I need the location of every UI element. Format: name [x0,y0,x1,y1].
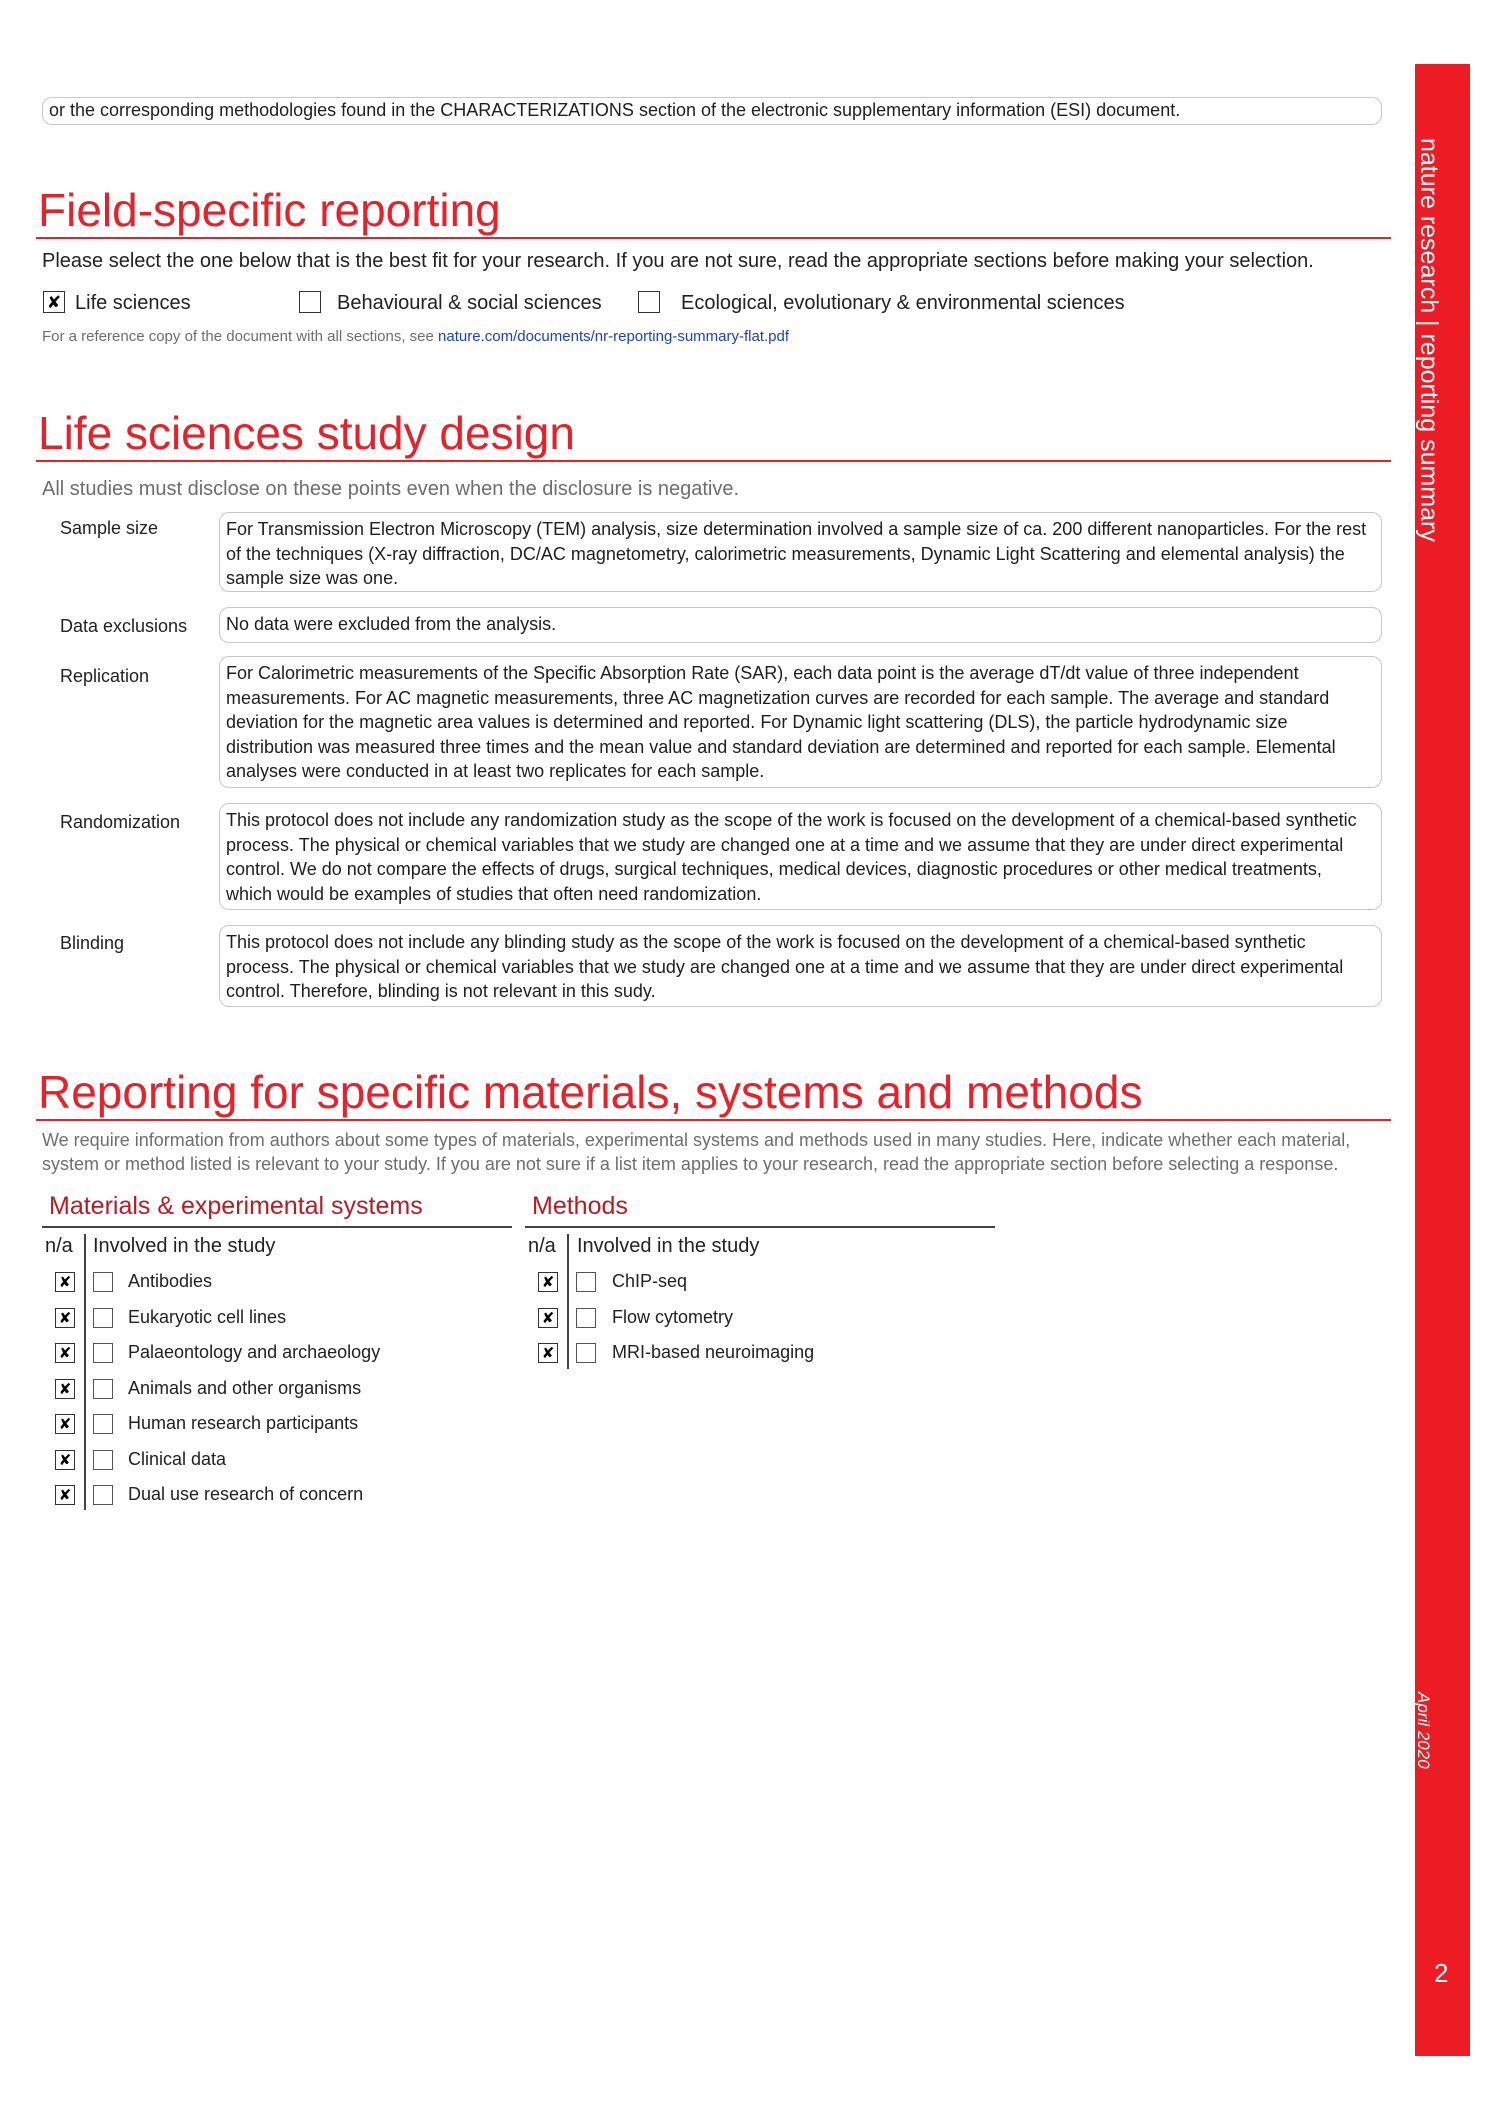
behavioural-social-checkbox[interactable] [299,291,321,313]
blinding-label: Blinding [60,933,125,953]
methods-subheading: Methods [532,1192,628,1220]
reference-note [42,328,789,345]
life-sciences-checkbox[interactable] [43,291,65,313]
blinding-box: This protocol does not include any blinding study as the scope of the work is focused on the development of a chemical-based synthetic process. The physical or chemical variables that we study are changed one at a time and we assume that they are under direct experimental control. Therefore, blinding is not relevant in this sudy. [219,925,1382,1007]
materials-rule [36,1119,1391,1121]
material-na-checkbox[interactable] [55,1308,75,1328]
method-involved-checkbox[interactable] [576,1343,596,1363]
top-note-box [42,97,1382,125]
ecological-label: Ecological, evolutionary & environmental sciences [681,292,1125,314]
material-item-label: Dual use research of concern [128,1484,364,1504]
life-sciences-label: Life sciences [75,292,191,314]
check-mark-icon: ✘ [541,1309,555,1327]
check-mark-icon: ✘ [58,1309,72,1327]
material-item-label: Eukaryotic cell lines [128,1307,287,1327]
material-item-label: Human research participants [128,1413,359,1433]
ecological-checkbox[interactable] [638,291,660,313]
materials-na-header: n/a [45,1235,73,1257]
material-item-label: Animals and other organisms [128,1378,362,1398]
field-specific-rule [36,237,1391,239]
check-mark-icon: ✘ [58,1380,72,1398]
data-exclusions-box: No data were excluded from the analysis. [219,607,1382,643]
check-mark-icon: ✘ [541,1344,555,1362]
methods-involved-header: Involved in the study [577,1235,760,1257]
replication-box: For Calorimetric measurements of the Specific Absorption Rate (SAR), each data point is the average dT/dt value of three independent measurements. For AC magnetic measurements, three AC magnetization curves are recorded for each sample. The average and standard deviation for the magnetic area values is determined and reported. For Dynamic light scattering (DLS), the particle hydrodynamic size distribution was measured three times and the mean value and standard deviation are determined and reported for each sample. Elemental analyses were conducted in at least two replicates for each sample. [219,656,1382,788]
materials-subheading: Materials & experimental systems [49,1192,423,1220]
materials-subrule [42,1226,512,1228]
check-mark-icon: ✘ [58,1415,72,1433]
method-na-checkbox[interactable] [538,1343,558,1363]
top-note-text: or the corresponding methodologies found in the CHARACTERIZATIONS section of the electronic supplementary information (ESI) document. [49,100,1181,120]
material-na-checkbox[interactable] [55,1343,75,1363]
materials-heading: Reporting for specific materials, systems and methods [38,1066,1143,1118]
material-involved-checkbox[interactable] [93,1450,113,1470]
method-involved-checkbox[interactable] [576,1272,596,1292]
material-involved-checkbox[interactable] [93,1308,113,1328]
methods-subrule [525,1226,995,1228]
material-item-label: Clinical data [128,1449,227,1469]
material-na-checkbox[interactable] [55,1272,75,1292]
material-involved-checkbox[interactable] [93,1272,113,1292]
material-na-checkbox[interactable] [55,1485,75,1505]
method-na-checkbox[interactable] [538,1308,558,1328]
check-mark-icon: ✘ [58,1451,72,1469]
check-mark-icon: ✘ [58,1486,72,1504]
method-item-label: ChIP-seq [612,1271,688,1291]
reference-link[interactable]: nature.com/documents/nr-reporting-summary-flat.pdf [438,328,790,345]
materials-intro: We require information from authors about some types of materials, experimental systems and methods used in many studies. Here, indicate whether each material, system or method listed is relevant to your study. If you are not sure if a list item applies to your research, read the appropriate section before selecting a response. [42,1130,1351,1174]
check-mark-icon: ✘ [46,292,62,312]
method-involved-checkbox[interactable] [576,1308,596,1328]
study-design-intro: All studies must disclose on these points even when the disclosure is negative. [42,478,740,500]
sidebar-date: April 2020 [1414,1692,1433,1769]
material-item-label: Palaeontology and archaeology [128,1342,381,1362]
method-item-label: MRI-based neuroimaging [612,1342,815,1362]
check-mark-icon: ✘ [58,1273,72,1291]
replication-label: Replication [60,666,150,686]
field-specific-heading: Field-specific reporting [38,184,501,236]
study-design-heading: Life sciences study design [38,407,575,459]
data-exclusions-label: Data exclusions [60,616,188,636]
method-na-checkbox[interactable] [538,1272,558,1292]
material-na-checkbox[interactable] [55,1450,75,1470]
study-design-rule [36,460,1391,462]
reference-prefix: For a reference copy of the document with all sections, see [42,328,439,345]
material-involved-checkbox[interactable] [93,1485,113,1505]
page-number: 2 [1434,1958,1449,1988]
material-involved-checkbox[interactable] [93,1343,113,1363]
materials-divider [84,1234,86,1510]
material-item-label: Antibodies [128,1271,213,1291]
sidebar-title: nature research | reporting summary [1415,138,1443,542]
material-involved-checkbox[interactable] [93,1414,113,1434]
sample-size-label: Sample size [60,518,159,538]
material-na-checkbox[interactable] [55,1414,75,1434]
check-mark-icon: ✘ [58,1344,72,1362]
check-mark-icon: ✘ [541,1273,555,1291]
method-item-label: Flow cytometry [612,1307,734,1327]
materials-involved-header: Involved in the study [93,1235,276,1257]
methods-divider [567,1234,569,1369]
methods-na-header: n/a [528,1235,556,1257]
material-na-checkbox[interactable] [55,1379,75,1399]
sample-size-box: For Transmission Electron Microscopy (TEM) analysis, size determination involved a sample size of ca. 200 different nanoparticles. For the rest of the techniques (X-ray diffraction, DC/AC magnetometry, calorimetric measurements, Dynamic Light Scattering and elemental analysis) the sample size was one. [219,512,1382,592]
field-specific-instruction: Please select the one below that is the best fit for your research. If you are not sure, read the appropriate sections before making your selection. [42,250,1314,272]
randomization-label: Randomization [60,812,181,832]
material-involved-checkbox[interactable] [93,1379,113,1399]
randomization-box: This protocol does not include any randomization study as the scope of the work is focused on the development of a chemical-based synthetic process. The physical or chemical variables that we study are changed one at a time and we assume that they are under direct experimental control. We do not compare the effects of drugs, surgical techniques, medical devices, diagnostic procedures or other medical treatments, which would be examples of studies that often need randomization. [219,803,1382,910]
behavioural-social-label: Behavioural & social sciences [337,292,602,314]
